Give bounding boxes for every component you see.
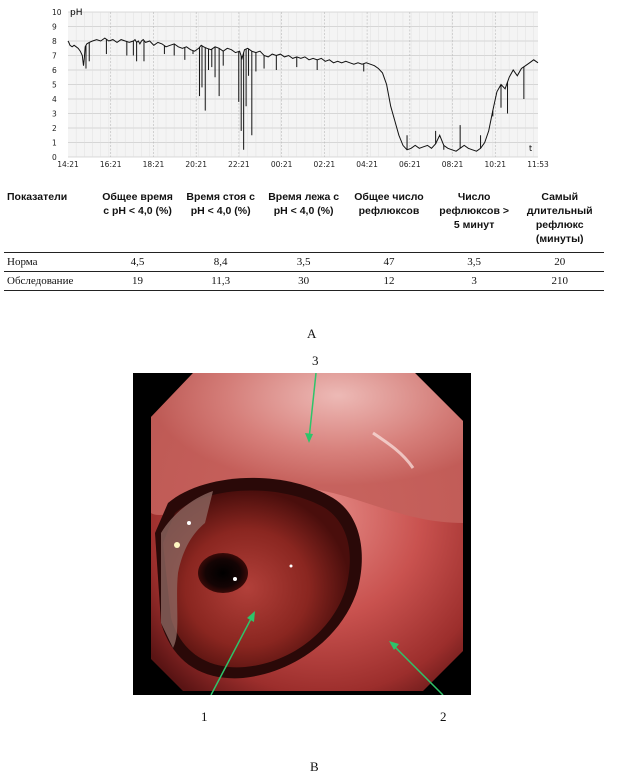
y-tick-label: 4 <box>52 95 57 104</box>
table-row-examination <box>4 272 604 291</box>
table-cell: Норма <box>4 253 96 272</box>
endoscopy-image <box>133 373 471 695</box>
header-total-time: Общее время с рН < 4,0 (%) <box>96 188 179 253</box>
table-cell: 12 <box>345 272 433 291</box>
gastric-opening <box>198 553 248 593</box>
header-longest-reflux: Самый длительный рефлюкс (минуты) <box>515 188 604 253</box>
x-tick-label: 06:21 <box>399 160 421 169</box>
x-tick-label: 16:21 <box>99 160 122 169</box>
x-tick-label: 02:21 <box>313 160 336 169</box>
table-cell: 11,3 <box>179 272 262 291</box>
table-cell: 47 <box>345 253 433 272</box>
y-tick-label: 7 <box>52 51 57 61</box>
y-tick-label: 0 <box>52 153 57 162</box>
header-reflux-count: Общее число рефлюксов <box>345 188 433 253</box>
table-cell: Обследование <box>4 272 96 291</box>
y-tick-label: 5 <box>52 80 57 90</box>
table-cell: 30 <box>262 272 345 291</box>
table-cell: 210 <box>515 272 604 291</box>
x-tick-label: 04:21 <box>356 160 378 169</box>
y-tick-label: 1 <box>52 138 57 148</box>
label-2: 2 <box>440 709 447 724</box>
table-cell: 3 <box>433 272 516 291</box>
header-indicators: Показатели <box>4 188 96 253</box>
table-header-row <box>4 188 604 253</box>
glare-spot <box>174 542 180 548</box>
x-tick-label: 14:21 <box>57 160 79 169</box>
y-tick-label: 6 <box>52 66 57 75</box>
label-3: 3 <box>312 353 319 368</box>
table-cell: 3,5 <box>262 253 345 272</box>
table-cell: 4,5 <box>96 253 179 272</box>
y-axis-label: pH <box>70 8 83 18</box>
glare-spot <box>290 565 293 568</box>
x-tick-label: 22:21 <box>228 160 250 169</box>
x-tick-label: 08:21 <box>441 160 464 169</box>
ph-results-table <box>4 188 604 291</box>
y-tick-label: 2 <box>52 124 57 133</box>
y-tick-label: 8 <box>52 37 57 46</box>
header-supine-time: Время лежа с рН < 4,0 (%) <box>262 188 345 253</box>
x-tick-label: 10:21 <box>484 160 507 169</box>
x-tick-label: 11:53 <box>527 160 549 169</box>
glare-spot <box>233 577 237 581</box>
panel-a-label: A <box>307 326 317 341</box>
x-tick-label: 00:21 <box>270 160 293 169</box>
table-cell: 19 <box>96 272 179 291</box>
ph-chart <box>40 4 550 172</box>
header-long-reflux-count: Число рефлюксов > 5 минут <box>433 188 516 253</box>
end-time-marker: t <box>529 144 533 153</box>
y-tick-label: 9 <box>52 22 57 32</box>
x-tick-label: 20:21 <box>185 160 207 169</box>
table-row-norm <box>4 253 604 272</box>
panel-b-label: B <box>310 759 319 774</box>
table-cell: 20 <box>515 253 604 272</box>
y-tick-label: 10 <box>52 8 62 17</box>
label-1: 1 <box>201 709 208 724</box>
table-cell: 3,5 <box>433 253 516 272</box>
x-tick-label: 18:21 <box>142 160 165 169</box>
glare-spot <box>187 521 191 525</box>
header-upright-time: Время стоя с рН < 4,0 (%) <box>179 188 262 253</box>
table-cell: 8,4 <box>179 253 262 272</box>
y-tick-label: 3 <box>52 109 57 119</box>
